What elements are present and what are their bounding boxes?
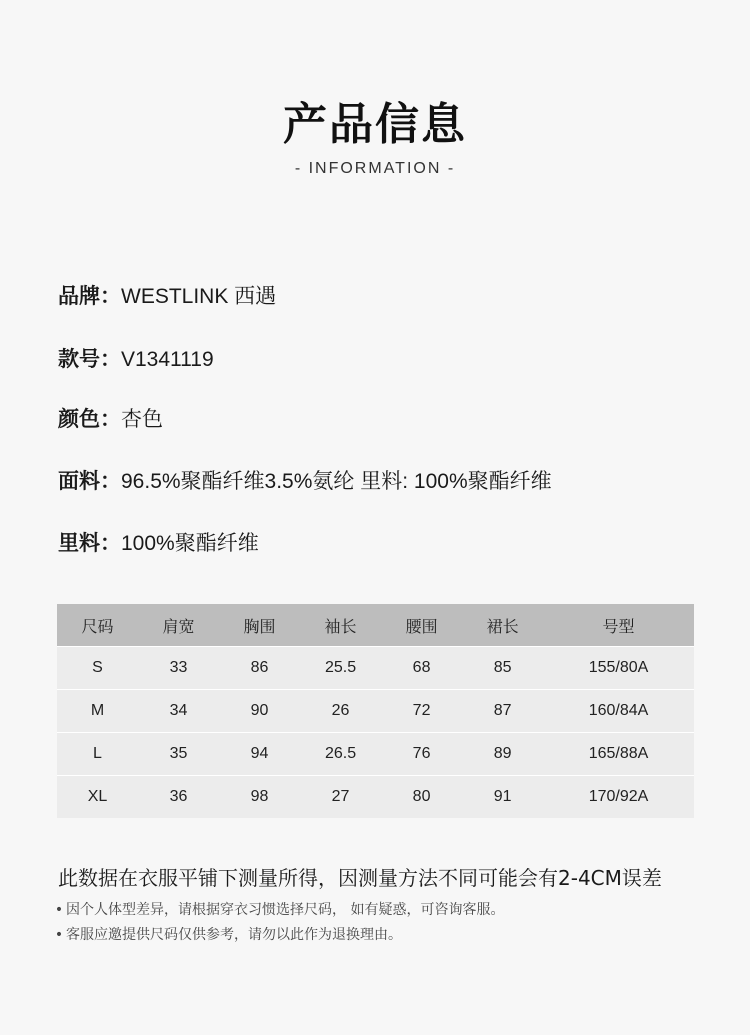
table-cell: 170/92A xyxy=(543,776,694,819)
table-cell: L xyxy=(57,733,138,776)
table-cell: M xyxy=(57,690,138,733)
table-row xyxy=(57,776,694,819)
info-label: 里料： xyxy=(58,531,121,555)
table-cell: 26 xyxy=(300,690,381,733)
info-value: V1341119 xyxy=(121,348,214,371)
table-cell: XL xyxy=(57,776,138,819)
table-row xyxy=(57,647,694,690)
table-cell: 80 xyxy=(381,776,462,819)
note-item-text: 客服应邀提供尺码仅供参考，请勿以此作为退换理由。 xyxy=(66,927,402,943)
info-label: 面料： xyxy=(58,469,121,493)
table-cell: 85 xyxy=(462,647,543,690)
info-fabric xyxy=(58,465,552,495)
info-lining xyxy=(58,527,259,557)
table-cell: S xyxy=(57,647,138,690)
column-header: 腰围 xyxy=(381,604,462,647)
size-table xyxy=(57,604,694,818)
table-cell: 90 xyxy=(219,690,300,733)
table-cell: 27 xyxy=(300,776,381,819)
info-value: 96.5%聚酯纤维3.5%氨纶 里料: 100%聚酯纤维 xyxy=(121,470,552,493)
table-cell: 76 xyxy=(381,733,462,776)
note-item xyxy=(52,924,402,944)
table-cell: 155/80A xyxy=(543,647,694,690)
size-table-header-row xyxy=(57,604,694,647)
info-style-number xyxy=(58,343,214,373)
info-label: 品牌： xyxy=(58,284,121,308)
table-cell: 36 xyxy=(138,776,219,819)
column-header: 袖长 xyxy=(300,604,381,647)
table-cell: 86 xyxy=(219,647,300,690)
table-cell: 68 xyxy=(381,647,462,690)
table-cell: 34 xyxy=(138,690,219,733)
table-cell: 33 xyxy=(138,647,219,690)
table-cell: 25.5 xyxy=(300,647,381,690)
column-header: 胸围 xyxy=(219,604,300,647)
table-cell: 89 xyxy=(462,733,543,776)
table-cell: 94 xyxy=(219,733,300,776)
info-brand xyxy=(58,280,276,310)
table-cell: 165/88A xyxy=(543,733,694,776)
info-label: 颜色： xyxy=(58,407,121,431)
table-cell: 26.5 xyxy=(300,733,381,776)
note-item-text: 因个人体型差异，请根据穿衣习惯选择尺码， 如有疑惑，可咨询客服。 xyxy=(66,902,505,918)
table-cell: 91 xyxy=(462,776,543,819)
column-header: 号型 xyxy=(543,604,694,647)
column-header: 肩宽 xyxy=(138,604,219,647)
table-row xyxy=(57,733,694,776)
table-cell: 72 xyxy=(381,690,462,733)
bullet-icon: • xyxy=(54,927,64,943)
table-cell: 87 xyxy=(462,690,543,733)
table-cell: 98 xyxy=(219,776,300,819)
info-value: 杏色 xyxy=(121,408,163,431)
table-cell: 160/84A xyxy=(543,690,694,733)
bullet-icon: • xyxy=(54,902,64,918)
note-item xyxy=(52,899,504,919)
page-subtitle: - INFORMATION - xyxy=(294,160,456,177)
table-row xyxy=(57,690,694,733)
info-value: WESTLINK 西遇 xyxy=(121,285,277,308)
info-label: 款号： xyxy=(58,347,121,371)
measurement-note: 此数据在衣服平铺下测量所得，因测量方法不同可能会有2-4CM误差 xyxy=(58,866,662,890)
info-value: 100%聚酯纤维 xyxy=(121,532,259,555)
column-header: 尺码 xyxy=(57,604,138,647)
info-color xyxy=(58,403,163,433)
table-cell: 35 xyxy=(138,733,219,776)
page-title: 产品信息 xyxy=(283,99,467,150)
column-header: 裙长 xyxy=(462,604,543,647)
